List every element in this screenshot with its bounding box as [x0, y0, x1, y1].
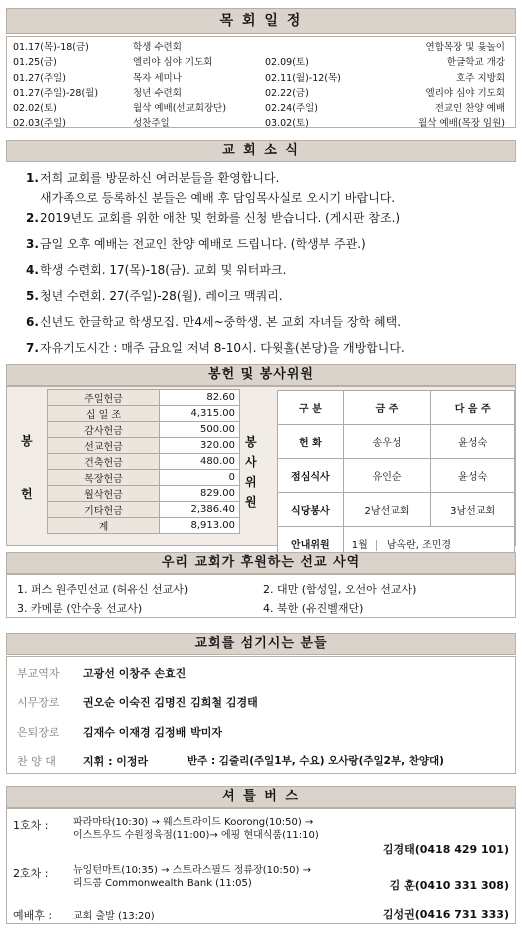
news-number: 1.: [26, 171, 39, 185]
schedule-date: 02.03(주일): [13, 118, 66, 130]
bus-title: 셔 틀 버 스: [6, 786, 516, 808]
service-side-label-2: 사: [245, 455, 257, 469]
schedule-title: 목 회 일 정: [6, 8, 516, 34]
mission-box: [6, 574, 516, 618]
service-header: 금 주: [343, 391, 431, 425]
bus-route-line: 교회 출발 (13:20): [73, 911, 155, 922]
offering-amount: 8,913.00: [160, 518, 240, 534]
news-number: 4.: [26, 263, 39, 277]
mission-item: 3. 카메룬 (안수웅 선교사): [17, 602, 143, 615]
schedule-event: 월삭 예배(목장 임원): [418, 118, 505, 130]
news-text: 신년도 한글학교 학생모집. 만4세~중학생. 본 교회 자녀들 장학 혜택.: [40, 315, 402, 329]
offering-label: 감사헌금: [48, 422, 160, 438]
news-item: [26, 339, 405, 356]
offering-row: [48, 406, 240, 422]
schedule-row: [7, 55, 515, 70]
offering-label: 선교헌금: [48, 438, 160, 454]
bus-route-label: 2호차 :: [13, 867, 49, 880]
role-label: 은퇴장로: [17, 726, 60, 739]
service-role: 헌 화: [278, 425, 344, 459]
offering-amount: 4,315.00: [160, 406, 240, 422]
news-item: [26, 287, 283, 304]
schedule-row: [7, 116, 515, 131]
offering-side-label-2: 헌: [21, 487, 33, 501]
news-text: 2019년도 교회를 위한 애찬 및 헌화를 신청 받습니다. (게시판 참조.): [40, 211, 401, 225]
schedule-row: [7, 101, 515, 116]
offering-row: [48, 438, 240, 454]
usher-month: 1월: [344, 540, 377, 551]
schedule-event: 연합목장 및 윷놀이: [425, 42, 505, 53]
mission-item: 2. 대만 (함성일, 오선아 선교사): [263, 583, 417, 596]
service-person: 윤성숙: [431, 425, 515, 459]
mission-item: 1. 퍼스 원주민선교 (허유신 선교사): [17, 583, 189, 596]
schedule-event: 청년 수련회: [133, 87, 182, 99]
servants-title: 교회를 섬기시는 분들: [6, 633, 516, 655]
offering-box: [6, 386, 516, 551]
schedule-date: 02.09(토): [265, 57, 309, 69]
service-person: 송우성: [343, 425, 431, 459]
schedule-event: 엘리야 심야 기도회: [133, 57, 213, 69]
service-side-label-3: 위: [245, 475, 257, 489]
service-header: 구 분: [278, 391, 344, 425]
news-title: 교 회 소 식: [6, 140, 516, 162]
bus-route-label: 예배후 :: [13, 909, 53, 922]
news-number: 3.: [26, 237, 39, 251]
news-item: [26, 235, 366, 252]
service-person: 유인순: [343, 459, 431, 493]
bus-driver: 김성권(0416 731 333): [382, 908, 509, 921]
offering-label: 십 일 조: [48, 406, 160, 422]
schedule-event: 호주 지방회: [456, 72, 505, 84]
offering-label: 건축헌금: [48, 454, 160, 470]
offering-amount: 829.00: [160, 486, 240, 502]
offering-row: [48, 454, 240, 470]
news-item: [26, 209, 400, 226]
news-item: [26, 169, 395, 206]
offering-row: [48, 502, 240, 518]
schedule-box: [6, 36, 516, 128]
schedule-date: 02.24(주일): [265, 103, 318, 115]
schedule-event: 한글학교 개강: [446, 57, 505, 69]
offering-label: 계: [48, 518, 160, 534]
news-text: 자유기도시간 : 매주 금요일 저녁 8-10시. 다윗홀(본당)을 개방합니다.: [40, 341, 405, 355]
service-person: 2남선교회: [343, 493, 431, 527]
offering-row: [48, 470, 240, 486]
offering-row: [48, 422, 240, 438]
news-number: 6.: [26, 315, 39, 329]
service-role: 점심식사: [278, 459, 344, 493]
schedule-date: 01.25(금): [13, 57, 57, 69]
schedule-date: 01.17(목)-18(금): [13, 42, 89, 53]
service-header: 다 음 주: [431, 391, 515, 425]
role-names-accompanist: 반주 : 김줄리(주일1부, 수요) 오사랑(주일2부, 찬양대): [187, 755, 444, 767]
news-text: 학생 수련회. 17(목)-18(금). 교회 및 워터파크.: [40, 263, 287, 277]
offering-row: [48, 518, 240, 534]
bus-route-label: 1호차 :: [13, 819, 49, 832]
offering-table: [47, 389, 240, 534]
bus-route-line: 이스트우드 수원정육점(11:00)→ 에핑 현대식품(11:10): [73, 830, 319, 841]
service-row: [278, 493, 515, 527]
schedule-date: 02.22(금): [265, 87, 309, 99]
role-label: 시무장로: [17, 696, 60, 709]
service-row: [278, 425, 515, 459]
offering-amount: 500.00: [160, 422, 240, 438]
news-number: 2.: [26, 211, 39, 225]
service-side-label-1: 봉: [245, 435, 257, 449]
bus-route-line: 뉴잉턴마트(10:35) → 스트라스필드 정류장(10:50) →: [73, 865, 311, 876]
news-number: 7.: [26, 341, 39, 355]
schedule-date: 02.11(월)-12(목): [265, 72, 341, 84]
schedule-event: 목자 세미나: [133, 72, 182, 84]
mission-item: 4. 북한 (유진벨재단): [263, 602, 364, 615]
news-number: 5.: [26, 289, 39, 303]
service-table: [277, 390, 515, 561]
offering-amount: 320.00: [160, 438, 240, 454]
offering-row: [48, 486, 240, 502]
role-names: 김재수 이재경 김정배 박미자: [83, 726, 222, 739]
bus-driver: 김 훈(0410 331 308): [389, 879, 509, 892]
service-role: 식당봉사: [278, 493, 344, 527]
offering-label: 월삭헌금: [48, 486, 160, 502]
bus-route-line: 리드콤 Commonwealth Bank (11:05): [73, 878, 252, 889]
role-names: 지휘 : 이정라: [83, 755, 149, 768]
news-item: [26, 261, 286, 278]
offering-title: 봉헌 및 봉사위원: [6, 364, 516, 386]
schedule-event: 전교인 찬양 예배: [434, 103, 505, 115]
usher-names: 남옥란, 조민경: [386, 540, 452, 551]
schedule-event: 성찬주일: [133, 118, 170, 130]
news-text: 청년 수련회. 27(주일)-28(월). 레이크 맥쿼리.: [40, 289, 283, 303]
schedule-date: 03.02(토): [265, 118, 309, 130]
bus-route-line: 파라마타(10:30) → 웨스트라이드 Koorong(10:50) →: [73, 817, 314, 828]
offering-label: 주일헌금: [48, 390, 160, 406]
schedule-date: 01.27(주일): [13, 72, 66, 84]
offering-row: [48, 390, 240, 406]
news-text: 저희 교회를 방문하신 여러분들을 환영합니다.: [40, 171, 280, 185]
role-names: 권오순 이숙진 김명진 김희철 김경태: [83, 696, 258, 709]
schedule-date: 01.27(주일)-28(월): [13, 87, 99, 99]
schedule-row: [7, 71, 515, 86]
bus-box: [6, 808, 516, 924]
usher-label: 안내위원: [278, 527, 344, 561]
service-person: 윤성숙: [431, 459, 515, 493]
role-label: 찬 양 대: [17, 755, 56, 768]
schedule-row: [7, 86, 515, 101]
role-names: 고광선 이창주 손효진: [83, 667, 187, 680]
offering-label: 목장헌금: [48, 470, 160, 486]
schedule-row: [7, 40, 515, 55]
offering-amount: 82.60: [160, 390, 240, 406]
service-row: [278, 459, 515, 493]
role-label: 부교역자: [17, 667, 60, 680]
news-box: [6, 163, 516, 358]
schedule-event: 월삭 예배(선교회장단): [133, 103, 227, 115]
news-text: 금일 오후 예배는 전교인 찬양 예배로 드립니다. (학생부 주관.): [40, 237, 366, 251]
service-person: 3남선교회: [431, 493, 515, 527]
offering-label: 기타헌금: [48, 502, 160, 518]
service-side-label-4: 원: [245, 495, 257, 509]
offering-amount: 480.00: [160, 454, 240, 470]
news-item: [26, 313, 401, 330]
schedule-date: 02.02(토): [13, 103, 57, 115]
offering-amount: 0: [160, 470, 240, 486]
service-header-row: [278, 391, 515, 425]
servants-box: [6, 656, 516, 774]
schedule-event: 학생 수련회: [133, 42, 182, 53]
offering-side-label-1: 봉: [21, 434, 33, 448]
offering-amount: 2,386.40: [160, 502, 240, 518]
schedule-event: 엘리야 심야 기도회: [425, 87, 505, 99]
news-text-line2: 새가족으로 등록하신 분들은 예배 후 담임목사실로 오시기 바랍니다.: [40, 191, 396, 205]
schedule-date: [265, 42, 385, 53]
bus-driver: 김경태(0418 429 101): [382, 843, 509, 856]
mission-title: 우리 교회가 후원하는 선교 사역: [6, 552, 516, 574]
